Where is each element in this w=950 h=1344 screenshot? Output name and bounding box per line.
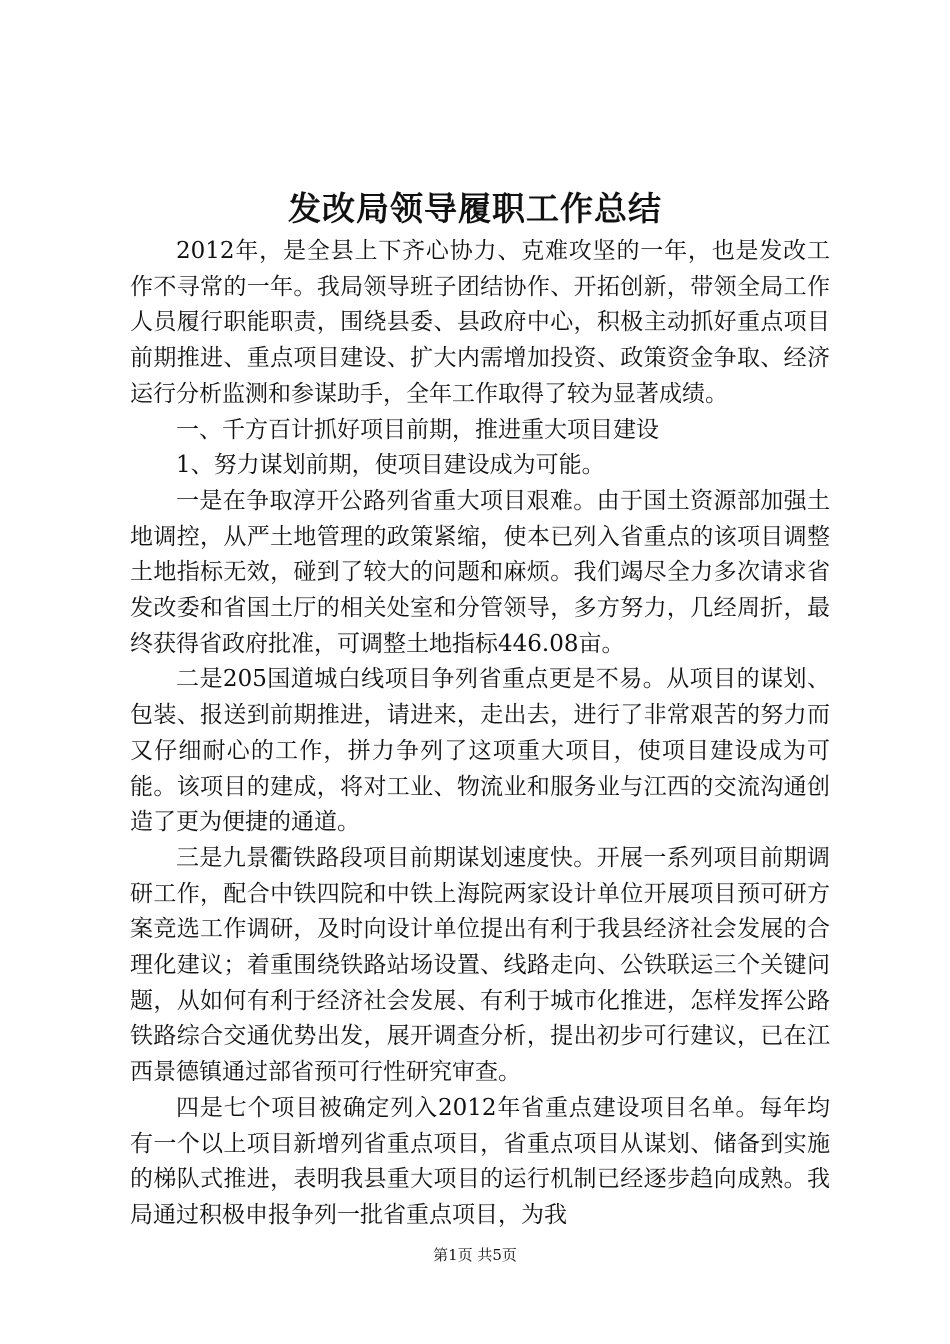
paragraph-item-3: 三是九景衢铁路段项目前期谋划速度快。开展一系列项目前期调研工作，配合中铁四院和中铁上海院两家设计单位开展项目预可研方案竞选工作调研，及时向设计单位提出有利于我县经济社会发展的合理化建议；着重围绕铁路站场设置、线路走向、公铁联运三个关键问题，从如何有利于经济社会发展、有利于城市化推进，怎样发挥公路铁路综合交通优势出发，展开调查分析，提出初步可行建议，已在江西景德镇通过部省预可行性研究审查。	[130, 844, 830, 1086]
paragraph-item-4: 四是七个项目被确定列入2012年省重点建设项目名单。每年均有一个以上项目新增列省重点项目，省重点项目从谋划、储备到实施的梯队式推进，表明我县重大项目的运行机制已经逐步趋向成熟。我局通过积极申报争列一批省重点项目，为我	[130, 1094, 830, 1228]
paragraph-item-2: 二是205国道城白线项目争列省重点更是不易。从项目的谋划、包装、报送到前期推进，请进来，走出去，进行了非常艰苦的努力而又仔细耐心的工作，拼力争列了这项重大项目，使项目建设成为可能。该项目的建成，将对工业、物流业和服务业与江西的交流沟通创造了更为便捷的通道。	[130, 666, 830, 836]
page-number-footer: 第1页 共5页	[433, 1246, 517, 1264]
document-title: 发改局领导履职工作总结	[288, 189, 662, 228]
paragraph-item-1: 一是在争取淳开公路列省重大项目艰难。由于国土资源部加强土地调控，从严土地管理的政策紧缩，使本已列入省重点的该项目调整土地指标无效，碰到了较大的问题和麻烦。我们竭尽全力多次请求省发改委和省国土厅的相关处室和分管领导，多方努力，几经周折，最终获得省政府批准，可调整土地指标446.08亩。	[130, 487, 830, 657]
document-body	[130, 234, 830, 1234]
section-heading: 一、千方百计抓好项目前期，推进重大项目建设	[176, 416, 659, 443]
paragraph-intro: 2012年，是全县上下齐心协力、克难攻坚的一年，也是发改工作不寻常的一年。我局领导班子团结协作、开拓创新，带领全局工作人员履行职能职责，围绕县委、县政府中心，积极主动抓好重点项目前期推进、重点项目建设、扩大内需增加投资、政策资金争取、经济运行分析监测和参谋助手，全年工作取得了较为显著成绩。	[130, 238, 830, 407]
subsection-heading: 1、努力谋划前期，使项目建设成为可能。	[176, 452, 605, 479]
